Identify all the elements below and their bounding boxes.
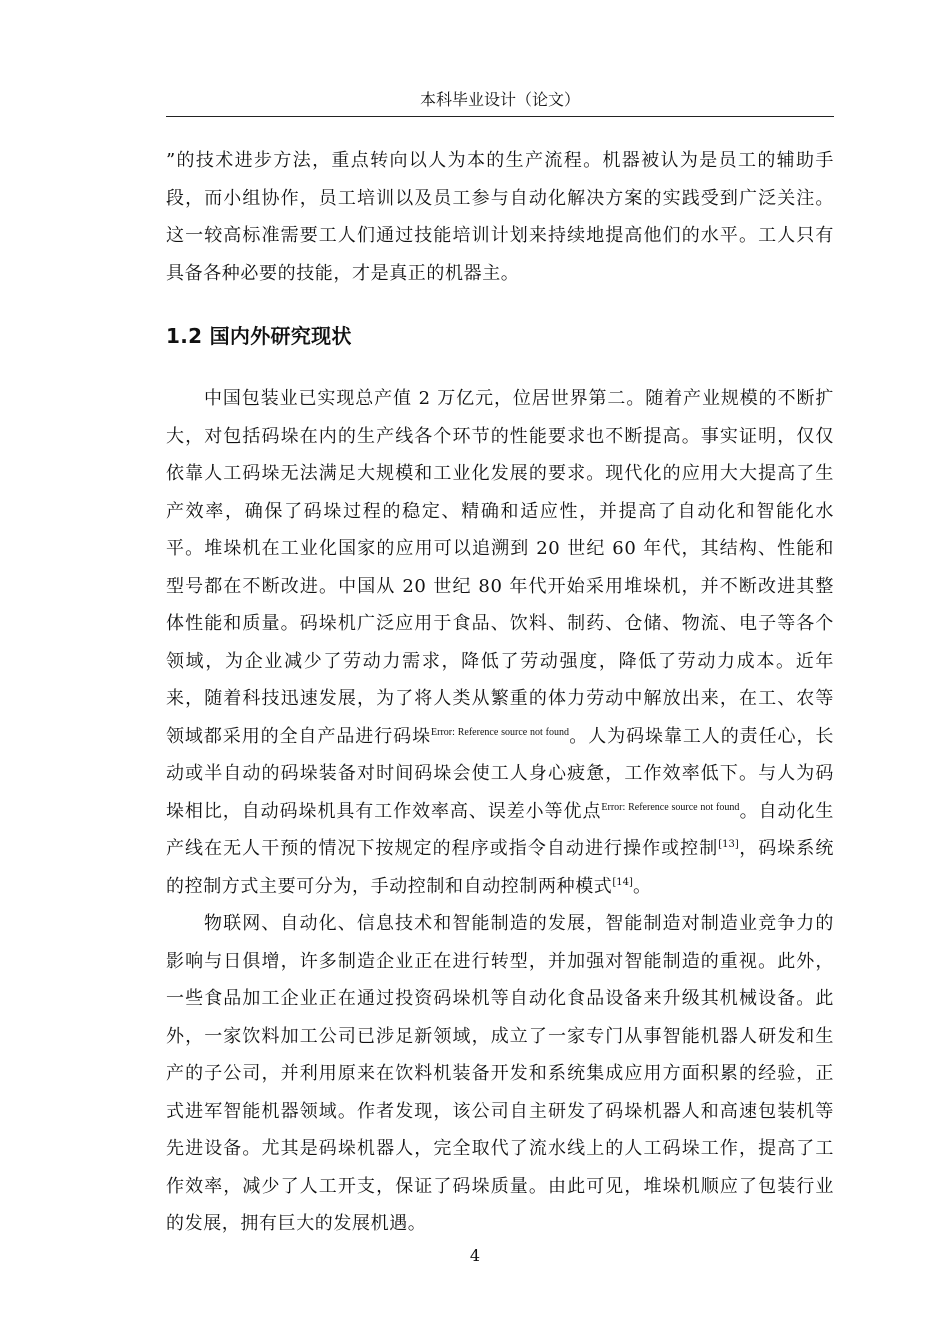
header-divider xyxy=(166,116,834,117)
body-text xyxy=(166,142,834,1243)
paragraph-smart-manufacturing: 物联网、自动化、信息技术和智能制造的发展，智能制造对制造业竞争力的影响与日俱增，许多制造企业正在进行转型，并加强对智能制造的重视。此外，一些食品加工企业正在通过投资码垛机等自动化食品设备来升级其机械设备。此外，一家饮料加工公司已涉足新领域，成立了一家专门从事智能机器人研发和生产的子公司，并利用原来在饮料机装备开发和系统集成应用方面积累的经验，正式进军智能机器领域。作者发现，该公司自主研发了码垛机器人和高速包装机等先进设备。尤其是码垛机器人，完全取代了流水线上的人工码垛工作，提高了工作效率，减少了人工开支，保证了码垛质量。由此可见，堆垛机顺应了包装行业的发展，拥有巨大的发展机遇。 xyxy=(166,913,834,1234)
paragraph-text: 。 xyxy=(632,875,652,897)
page-number: 4 xyxy=(469,1246,481,1265)
reference-error: Error: Reference source not found xyxy=(431,726,569,738)
continued-paragraph: ”的技术进步方法，重点转向以人为本的生产流程。机器被认为是员工的辅助手段，而小组协作，员工培训以及员工参与自动化解决方案的实践受到广泛关注。这一较高标准需要工人们通过技能培训计划来持续地提高他们的水平。工人只有具备各种必要的技能，才是真正的机器主。 xyxy=(166,150,834,284)
citation-13: [13] xyxy=(718,839,739,850)
section-heading: 1.2 国内外研究现状 xyxy=(166,324,352,348)
running-header: 本科毕业设计（论文） xyxy=(419,90,580,109)
paragraph-text: ，码垛系统的控制方式主要可分为，手动控制和自动控制两种模式 xyxy=(166,838,834,897)
paragraph-text: 。人为码垛靠工人的责任心，长动或半自动的码垛装备对时间码垛会使工人身心疲惫，工作效率低下。与人为码垛相比，自动码垛机具有工作效率高、误差小等优点 xyxy=(166,725,834,822)
citation-14: [14] xyxy=(612,876,633,888)
paragraph-research-status xyxy=(166,380,834,905)
paragraph-text: 。自动化生产线在无人干预的情况下按规定的程序或指令自动进行操作或控制 xyxy=(166,800,834,859)
paragraph-text: 中国包装业已实现总产值 2 万亿元，位居世界第二。随着产业规模的不断扩大，对包括码垛在内的生产线各个环节的性能要求也不断提高。事实证明，仅仅依靠人工码垛无法满足大规模和工业化发展的要求。现代化的应用大大提高了生产效率，确保了码垛过程的稳定、精确和适应性，并提高了自动化和智能化水平。堆垛机在工业化国家的应用可以追溯到 20 世纪 60 年代，其结构、性能和型号都在不断改进。中国从 20 世纪 80 年代开始采用堆垛机，并不断改进其整体性能和质量。码垛机广泛应用于食品、饮料、制药、仓储、物流、电子等各个领域，为企业减少了劳动力需求，降低了劳动强度，降低了劳动力成本。近年来，随着科技迅速发展，为了将人类从繁重的体力劳动中解放出来，在工、农等领域都采用的全自产品进行码垛 xyxy=(166,388,834,747)
reference-error: Error: Reference source not found xyxy=(601,801,740,813)
